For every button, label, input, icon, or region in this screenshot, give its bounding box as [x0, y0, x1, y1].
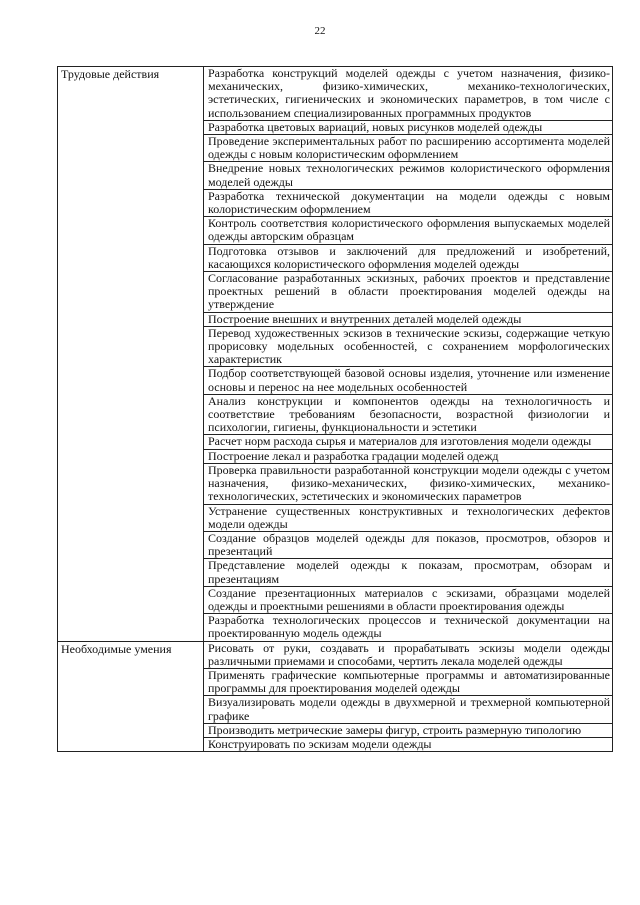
- item-text: Анализ конструкции и компонентов одежды на технологичность и соответствие требованиям безопасности, возрастной физиологии и психологии, гигиены, функциональности и эстетики: [208, 393, 610, 435]
- section-label: Необходимые умения: [61, 641, 172, 656]
- item-text: Построение лекал и разработка градации моделей одежд: [208, 448, 499, 463]
- item-text: Производить метрические замеры фигур, строить размерную типологию: [208, 722, 582, 737]
- item-text: Создание презентационных материалов с эскизами, образцами моделей одежды и проектными решениями в области проектирования одежды: [208, 585, 610, 613]
- item-cell: [204, 120, 613, 134]
- item-text: Конструировать по эскизам модели одежды: [208, 736, 432, 751]
- item-cell: [204, 189, 613, 216]
- item-text: Рисовать от руки, создавать и прорабатывать эскизы модели одежды различными приемами и способами, чертить лекала моделей одежды: [208, 640, 610, 668]
- item-cell: [204, 668, 613, 695]
- item-text: Разработка технологических процессов и технической документации на проектированную модель одежды: [208, 613, 610, 641]
- item-cell: [204, 737, 613, 751]
- item-cell: [204, 435, 613, 449]
- item-cell: [204, 394, 613, 435]
- item-text: Разработка цветовых вариаций, новых рисунков моделей одежды: [208, 119, 543, 134]
- table-row: [58, 67, 613, 121]
- item-cell: [204, 723, 613, 737]
- item-cell: [204, 586, 613, 613]
- item-cell: [204, 449, 613, 463]
- item-text: Визуализировать модели одежды в двухмерной и трехмерной компьютерной графике: [208, 695, 610, 723]
- item-cell: [204, 559, 613, 586]
- table-row: [58, 641, 613, 668]
- item-text: Подбор соответствующей базовой основы изделия, уточнение или изменение основы и перенос на нее модельных особенностей: [208, 366, 610, 394]
- item-cell: [204, 244, 613, 271]
- item-cell: [204, 272, 613, 313]
- item-cell: [204, 367, 613, 394]
- item-cell: [204, 614, 613, 641]
- table-body: [58, 67, 613, 752]
- requirements-table: [57, 66, 613, 752]
- item-text: Устранение существенных конструктивных и технологических дефектов модели одежды: [208, 503, 610, 531]
- item-text: Внедрение новых технологических режимов колористического оформления моделей одежды: [208, 161, 610, 189]
- item-cell: [204, 326, 613, 367]
- item-cell: [204, 696, 613, 723]
- item-text: Перевод художественных эскизов в технические эскизы, содержащие четкую прорисовку модельных особенностей, с сохранением морфологических характеристик: [208, 325, 610, 367]
- item-text: Разработка конструкций моделей одежды с учетом назначения, физико-механических, физико-химических, механико-технологических, эстетических, гигиенических и экономических параметров, в том числе с использованием специализированных программных продуктов: [208, 66, 610, 120]
- item-text: Подготовка отзывов и заключений для предложений и изобретений, касающихся колористического оформления моделей одежды: [208, 243, 610, 271]
- item-cell: [204, 504, 613, 531]
- item-text: Построение внешних и внутренних деталей моделей одежды: [208, 311, 522, 326]
- item-cell: [204, 135, 613, 162]
- item-text: Разработка технической документации на модели одежды с новым колористическим оформлением: [208, 188, 610, 217]
- item-text: Создание образцов моделей одежды для показов, просмотров, обзоров и презентаций: [208, 530, 610, 559]
- item-cell: [204, 531, 613, 558]
- page-number: 22: [314, 25, 326, 37]
- item-text: Расчет норм расхода сырья и материалов для изготовления модели одежды: [208, 434, 592, 449]
- item-text: Согласование разработанных эскизных, рабочих проектов и представление проектных решений в области проектирования моделей одежды на утверждение: [208, 271, 610, 312]
- item-text: Контроль соответствия колористического оформления выпускаемых моделей одежды авторским образцам: [208, 216, 610, 244]
- section-label-cell: [58, 67, 204, 642]
- item-cell: [204, 67, 613, 121]
- item-cell: [204, 217, 613, 244]
- item-text: Применять графические компьютерные программы и автоматизированные программы для проектирования моделей одежды: [208, 667, 610, 696]
- item-text: Представление моделей одежды к показам, просмотрам, обзорам и презентациям: [208, 558, 610, 586]
- item-cell: [204, 162, 613, 189]
- item-cell: [204, 463, 613, 504]
- item-text: Проведение экспериментальных работ по расширению ассортимента моделей одежды с новым колористическим оформлением: [208, 134, 610, 162]
- item-cell: [204, 641, 613, 668]
- item-text: Проверка правильности разработанной конструкции модели одежды с учетом назначения, физико-механических, физико-химических, механико-технологических, эстетических и экономических параметров: [208, 462, 610, 504]
- section-label-cell: [58, 641, 204, 752]
- item-cell: [204, 312, 613, 326]
- section-label: Трудовые действия: [61, 67, 160, 81]
